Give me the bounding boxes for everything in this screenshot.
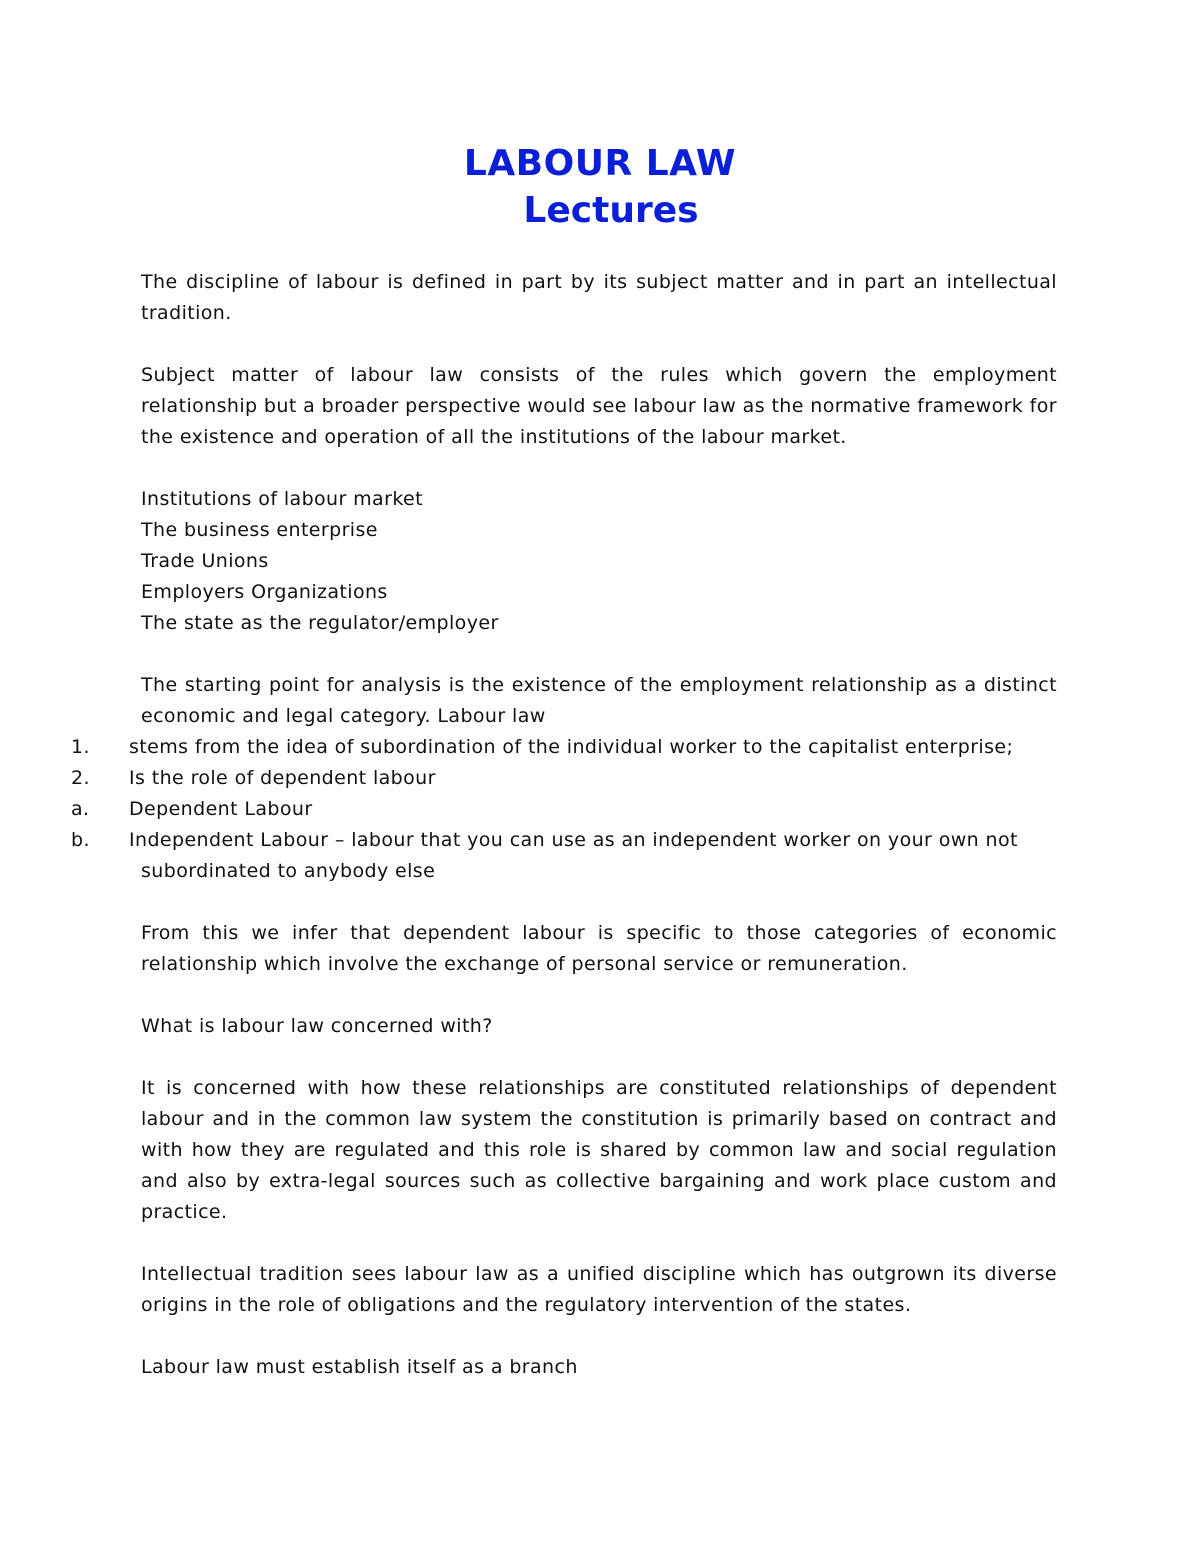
list-item: Employers Organizations (141, 581, 388, 603)
list-marker: 1. (71, 736, 90, 758)
list-item (0, 763, 1057, 794)
document-title (0, 140, 1200, 234)
document-body (71, 267, 1057, 1414)
enumerated-list (0, 732, 1057, 887)
list-item: Institutions of labour market (141, 488, 423, 510)
list-item-text: Is the role of dependent labour (129, 767, 436, 789)
list-marker: a. (71, 798, 90, 820)
paragraph-intellectual-tradition: Intellectual tradition sees labour law as a unified discipline which has outgrown its diverse origins in the role of obligations and the regulatory intervention of the states. (141, 1263, 1057, 1316)
list-marker: b. (71, 829, 90, 851)
list-item-continuation: subordinated to anybody else (141, 860, 436, 882)
paragraph-subject-matter: Subject matter of labour law consists of the rules which govern the employment relationship but a broader perspective would see labour law as the normative framework for the existence and operation of all the institutions of the labour market. (141, 364, 1057, 448)
list-item: The business enterprise (141, 519, 378, 541)
list-item: Trade Unions (141, 550, 269, 572)
list-item: The state as the regulator/employer (141, 612, 499, 634)
paragraph-question: What is labour law concerned with? (141, 1015, 493, 1037)
list-item-text: Independent Labour – labour that you can use as an independent worker on your own not (129, 829, 1018, 851)
paragraph-branch: Labour law must establish itself as a branch (141, 1356, 578, 1378)
paragraph-discipline: The discipline of labour is defined in part by its subject matter and in part an intellectual tradition. (141, 271, 1057, 324)
list-item (0, 794, 1057, 825)
list-item-text: Dependent Labour (129, 798, 313, 820)
title-subtitle: Lectures (523, 190, 699, 231)
institutions-list (141, 484, 1057, 639)
paragraph-inference: From this we infer that dependent labour is specific to those categories of economic relationship which involve the exchange of personal service or remuneration. (141, 922, 1057, 975)
paragraph-concerned-with: It is concerned with how these relationships are constituted relationships of dependent labour and in the common law system the constitution is primarily based on contract and with how they are regulated and this role is shared by common law and social regulation and also by extra-legal sources such as collective bargaining and work place custom and practice. (141, 1077, 1057, 1223)
list-marker: 2. (71, 767, 90, 789)
list-item-text: stems from the idea of subordination of the individual worker to the capitalist enterprise; (129, 736, 1014, 758)
title-main: LABOUR LAW (463, 143, 737, 184)
list-item (0, 825, 1057, 856)
list-item (0, 732, 1057, 763)
paragraph-starting-point: The starting point for analysis is the existence of the employment relationship as a distinct economic and legal category. Labour law (141, 674, 1057, 727)
